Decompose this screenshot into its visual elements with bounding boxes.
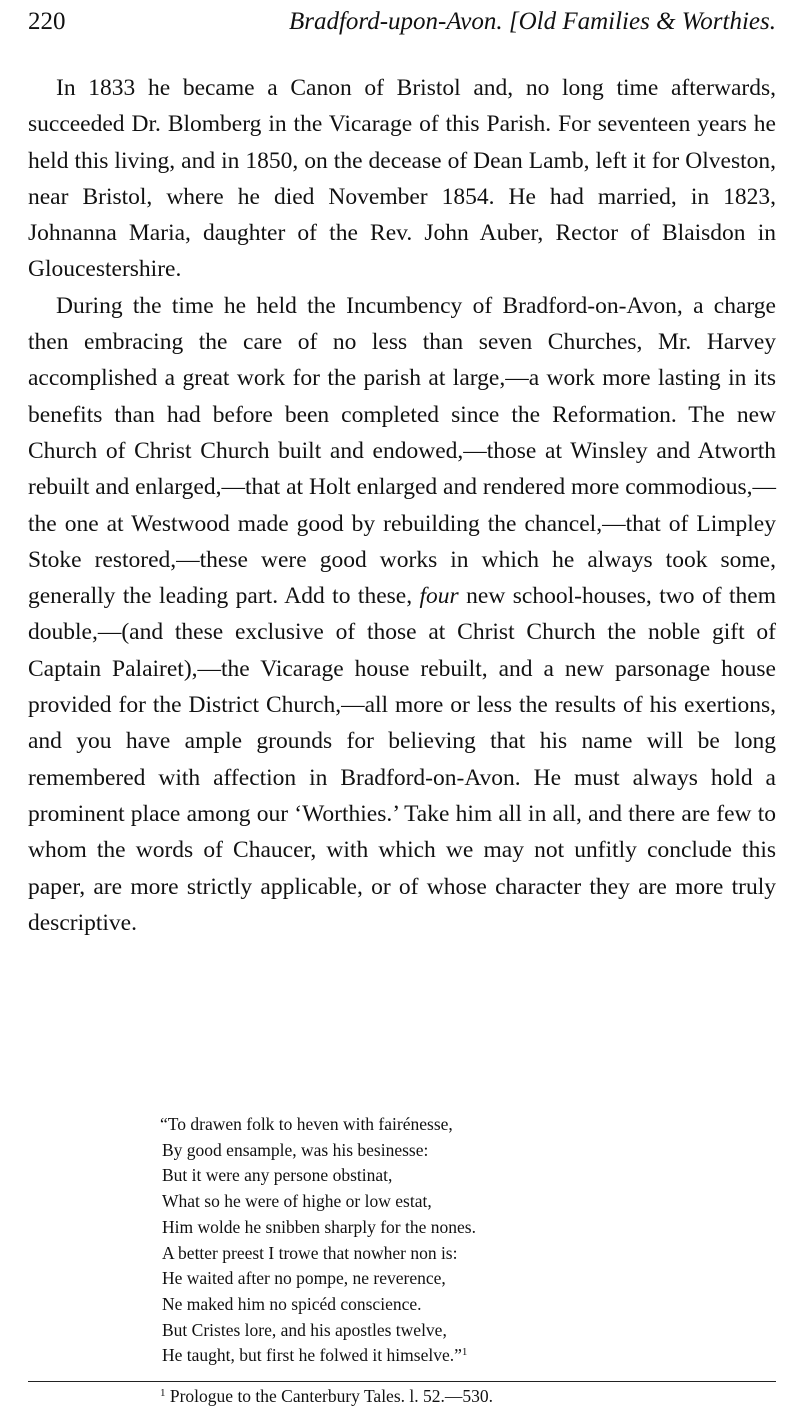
verse-text: He taught, but first he folwed it himselve.” (162, 1345, 462, 1366)
verse-line: Ne maked him no spicéd conscience. (162, 1293, 422, 1314)
footnote-text: Prologue to the Canterbury Tales. l. 52.—530. (169, 1386, 494, 1406)
verse-line: But Cristes lore, and his apostles twelve, (162, 1319, 447, 1340)
paragraph-harvey-works (28, 288, 776, 941)
verse-line: “To drawen folk to heven with fairénesse, (160, 1114, 453, 1134)
verse-line-last (162, 1343, 476, 1369)
chaucer-verse (162, 1112, 476, 1369)
paragraph-text: In 1833 he became a Canon of Bristol and, no long time afterwards, succeeded Dr. Blomberg in the Vicarage of this Parish. For seventeen years he held this living, and in 1850, on the decease of Dean Lamb, left it for Olveston, near Bristol, where he died November 1854. He had married, in 1823, Johnanna Maria, daughter of the Rev. John Auber, Rector of Blaisdon in Gloucestershire. (28, 75, 776, 283)
footnote-marker: 1 (160, 1387, 166, 1399)
verse-line: He waited after no pompe, ne reverence, (162, 1268, 446, 1289)
verse-line: But it were any persone obstinat, (162, 1165, 393, 1186)
footnote-divider (28, 1381, 776, 1382)
page-header (28, 8, 776, 44)
paragraph-text: new school-houses, two of them double,—(and these exclusive of those at Christ Church the noble gift of Captain Palairet),—the Vicarage house rebuilt, and a new parsonage house provided for the District Church,—all more or less the results of his exertions, and you have ample grounds for believing that his name will be long remembered with affection in Bradford-on-Avon. He must always hold a prominent place among our ‘Worthies.’ Take him all in all, and there are few to whom the words of Chaucer, with which we may not unfitly conclude this paper, are more strictly applicable, or of whose character they are more truly descriptive. (28, 583, 776, 936)
verse-line: What so he were of highe or low estat, (162, 1191, 432, 1212)
paragraph-harvey-career (28, 70, 776, 288)
footnote (160, 1386, 493, 1407)
page-number: 220 (28, 8, 66, 35)
verse-line: Him wolde he snibben sharply for the nones. (162, 1216, 476, 1237)
body-text (28, 70, 776, 941)
verse-line: A better preest I trowe that nowher non is: (162, 1242, 458, 1263)
paragraph-text: During the time he held the Incumbency of Bradford-on-Avon, a charge then embracing the care of no less than seven Churches, Mr. Harvey accomplished a great work for the parish at large,—a work more lasting in its benefits than had before been completed since the Reformation. The new Church of Christ Church built and endowed,—those at Winsley and Atworth rebuilt and enlarged,—that at Holt enlarged and rendered more commodious,—the one at Westwood made good by rebuilding the chancel,—that of Limpley Stoke restored,—these were good works in which he always took some, generally the leading part. Add to these, (28, 292, 776, 610)
verse-line: By good ensample, was his besinesse: (162, 1139, 429, 1160)
running-head: Bradford-upon-Avon. [Old Families & Worthies. (288, 8, 776, 35)
footnote-reference[interactable]: 1 (461, 1346, 468, 1359)
emphasis-four: four (419, 583, 459, 610)
